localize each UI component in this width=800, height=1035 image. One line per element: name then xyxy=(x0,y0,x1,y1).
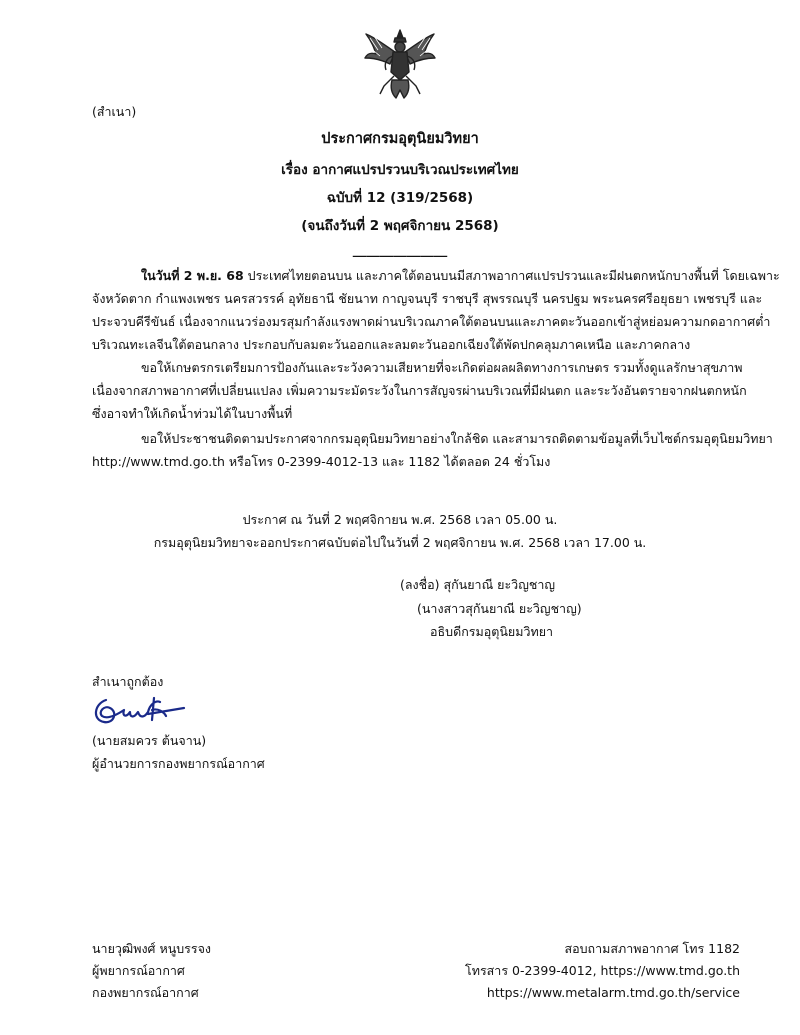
paragraph-1-line-1-text: ประเทศไทยตอนบน และภาคใต้ตอนบนมีสภาพอากาศแปรปรวนและมีฝนตกหนักบางพื้นที่ โดยเฉพาะ xyxy=(243,268,780,283)
certifier-position: ผู้อำนวยการกองพยากรณ์อากาศ xyxy=(92,756,265,771)
paragraph-3-line-2: http://www.tmd.go.th หรือโทร 0-2399-4012-13 และ 1182 ได้ตลอด 24 ชั่วโมง xyxy=(92,454,551,469)
footer-left xyxy=(92,938,211,1004)
announcement-datetime: ประกาศ ณ วันที่ 2 พฤศจิกายน พ.ศ. 2568 เวลา 05.00 น. xyxy=(242,512,558,527)
signatory-signed: (ลงชื่อ) สุกันยาณี ยะวิญชาญ xyxy=(400,577,555,592)
next-issue-notice: กรมอุตุนิยมวิทยาจะออกประกาศฉบับต่อไปในวันที่ 2 พฤศจิกายน พ.ศ. 2568 เวลา 17.00 น. xyxy=(153,535,647,550)
header-rule: ______________ xyxy=(352,242,448,258)
paragraph-2-line-2: เนื่องจากสภาพอากาศที่เปลี่ยนแปลง เพิ่มความระมัดระวังในการสัญจรผ่านบริเวณที่มีฝนตก และระวังอันตรายจากฝนตกหนัก xyxy=(92,383,747,398)
paragraph-1-line-4: บริเวณทะเลจีนใต้ตอนกลาง ประกอบกับลมตะวันออกและลมตะวันออกเฉียงใต้พัดปกคลุมภาคเหนือ และภาคกลาง xyxy=(92,337,691,352)
fax-and-website[interactable]: โทรสาร 0-2399-4012, https://www.tmd.go.th xyxy=(465,963,740,978)
paragraph-2-line-3: ซึ่งอาจทำให้เกิดน้ำท่วมได้ในบางพื้นที่ xyxy=(92,406,293,421)
signatory-position: อธิบดีกรมอุตุนิยมวิทยา xyxy=(430,624,554,639)
paragraph-1-lead: ในวันที่ 2 พ.ย. 68 xyxy=(141,268,244,283)
document-title: ประกาศกรมอุตุนิยมวิทยา xyxy=(321,131,479,147)
forecaster-name: นายวุฒิพงศ์ หนูบรรจง xyxy=(92,941,212,956)
issue-number: ฉบับที่ 12 (319/2568) xyxy=(326,190,474,206)
copy-label: (สำเนา) xyxy=(92,104,137,119)
valid-until: (จนถึงวันที่ 2 พฤศจิกายน 2568) xyxy=(301,218,499,234)
paragraph-2-line-1: ขอให้เกษตรกรเตรียมการป้องกันและระวังความเสียหายที่จะเกิดต่อผลผลิตทางการเกษตร รวมทั้งดูแลรักษาสุขภาพ xyxy=(141,360,743,375)
service-url-link[interactable]: https://www.metalarm.tmd.go.th/service xyxy=(486,985,740,1000)
footer-right xyxy=(465,938,740,1004)
paragraph-1-line-2: จังหวัดตาก กำแพงเพชร นครสวรรค์ อุทัยธานี ชัยนาท กาญจนบุรี ราชบุรี สุพรรณบุรี นครปฐม พระนครศรีอยุธยา เพชรบุรี และ xyxy=(92,291,763,306)
paragraph-3-line-1: ขอให้ประชาชนติดตามประกาศจากกรมอุตุนิยมวิทยาอย่างใกล้ชิด และสามารถติดตามข้อมูลที่เว็บไซต์กรมอุตุนิยมวิทยา xyxy=(141,431,773,446)
weather-inquiry-phone: สอบถามสภาพอากาศ โทร 1182 xyxy=(564,941,740,956)
forecaster-role: ผู้พยากรณ์อากาศ xyxy=(92,963,185,978)
document-subject: เรื่อง อากาศแปรปรวนบริเวณประเทศไทย xyxy=(281,162,519,178)
certified-copy-label: สำเนาถูกต้อง xyxy=(92,674,164,689)
signatory-full-name: (นางสาวสุกันยาณี ยะวิญชาญ) xyxy=(417,601,582,616)
paragraph-1-line-1 xyxy=(141,265,780,286)
forecaster-division: กองพยากรณ์อากาศ xyxy=(92,985,199,1000)
garuda-emblem-icon xyxy=(362,28,438,100)
certifier-name: (นายสมควร ต้นจาน) xyxy=(92,733,207,748)
paragraph-1-line-3: ประจวบคีรีขันธ์ เนื่องจากแนวร่องมรสุมกำลังแรงพาดผ่านบริเวณภาคใต้ตอนบนและภาคตะวันออกเข้าสู่หย่อมความกดอากาศต่ำ xyxy=(92,314,771,329)
handwritten-signature-icon xyxy=(88,690,188,730)
